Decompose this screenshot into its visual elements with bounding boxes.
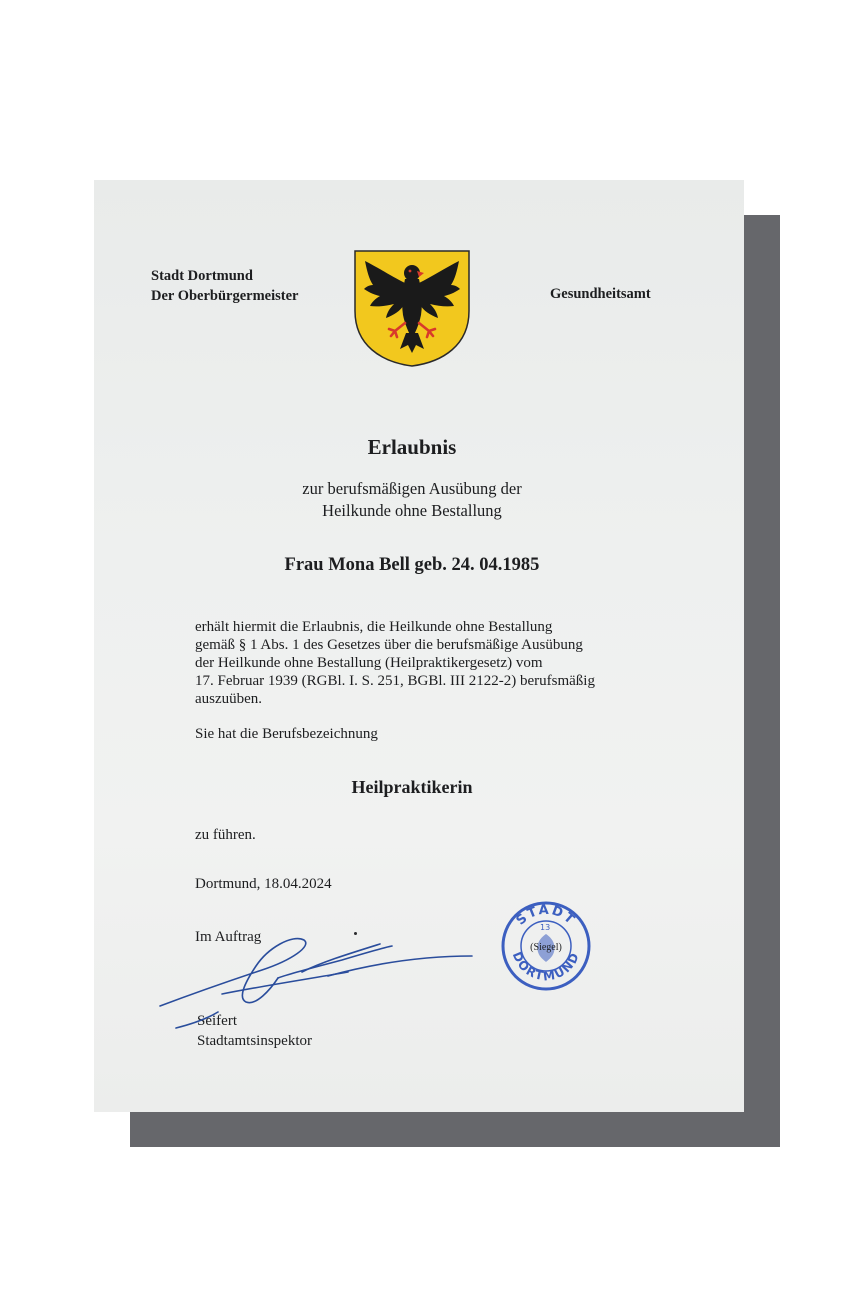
on-behalf-label: Im Auftrag: [195, 929, 262, 945]
title-intro-text: Sie hat die Berufsbezeichnung: [195, 726, 378, 742]
subtitle-line: Heilkunde ohne Bestallung: [322, 501, 502, 520]
body-line: gemäß § 1 Abs. 1 des Gesetzes über die berufsmäßige Ausübung: [195, 637, 583, 653]
body-line: 17. Februar 1939 (RGBl. I. S. 251, BGBl. III 2122-2) berufsmäßig: [195, 673, 595, 689]
place-and-date: Dortmund, 18.04.2024: [195, 876, 332, 892]
seal-label: (Siegel): [530, 942, 562, 953]
official-seal-stamp: [500, 900, 592, 992]
title-outro-text: zu führen.: [195, 827, 256, 843]
permission-text: [195, 618, 595, 708]
seal-text-bottom: DORTMUND: [509, 949, 583, 984]
seal-number: 13: [540, 923, 551, 932]
seal-text-top: STADT: [513, 902, 579, 929]
document-title: Erlaubnis: [367, 435, 457, 459]
body-line: erhält hiermit die Erlaubnis, die Heilkunde ohne Bestallung: [195, 619, 553, 635]
professional-title: Heilpraktikerin: [351, 777, 473, 797]
document-subtitle: [94, 478, 730, 522]
department-name: Gesundheitsamt: [550, 286, 651, 302]
handwritten-signature: [152, 932, 482, 1032]
certificate-document: [94, 180, 744, 1112]
holder-name: Frau Mona Bell geb. 24. 04.1985: [284, 555, 540, 575]
authority-mayor: Der Oberbürgermeister: [151, 288, 299, 304]
authority-city: Stadt Dortmund: [151, 268, 253, 284]
coat-of-arms-icon: [353, 249, 471, 367]
subtitle-line: zur berufsmäßigen Ausübung der: [302, 479, 522, 498]
issuing-authority: [151, 266, 299, 306]
signatory-title: Stadtamtsinspektor: [197, 1033, 312, 1049]
body-line: der Heilkunde ohne Bestallung (Heilpraktikergesetz) vom: [195, 655, 543, 671]
signatory-name: Seifert: [197, 1013, 237, 1029]
body-line: auszuüben.: [195, 691, 263, 707]
